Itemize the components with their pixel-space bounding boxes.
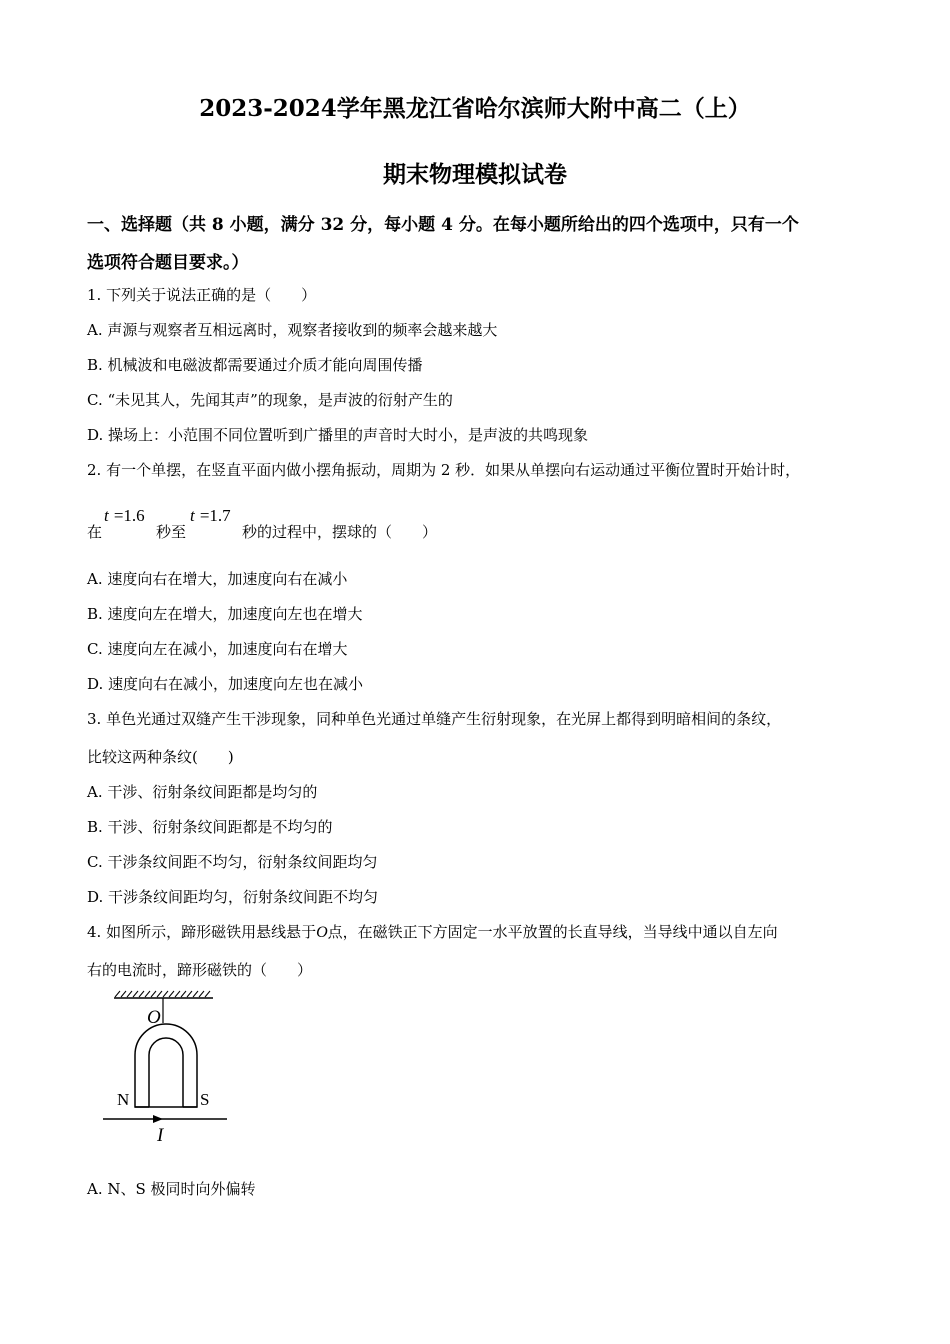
current-arrow-icon: [153, 1115, 163, 1123]
q4-option-a: A. N、S 极同时向外偏转: [87, 1180, 256, 1198]
q4-point-label: O: [316, 924, 328, 941]
point-o-label: O: [147, 1007, 161, 1028]
paper-title-line1: 2023-2024学年黑龙江省哈尔滨师大附中高二（上）: [199, 95, 751, 122]
q3-option-a: A. 干涉、衍射条纹间距都是均匀的: [87, 783, 318, 801]
magnet-inner: [149, 1038, 183, 1107]
section-heading-line1: 一、选择题（共 8 小题，满分 32 分，每小题 4 分。在每小题所给出的四个选项中，只有一个: [87, 215, 799, 235]
paper-title-line2: 期末物理模拟试卷: [383, 161, 567, 188]
pole-n-label: N: [117, 1090, 130, 1109]
q2-stem-pre: 在: [87, 523, 103, 541]
q3-stem-line2: 比较这两种条纹( ): [87, 748, 234, 766]
q4-stem-line1: [87, 921, 778, 942]
q1-option-b: B. 机械波和电磁波都需要通过介质才能向周围传播: [87, 356, 423, 374]
q2-math-t2: [190, 506, 231, 526]
current-i-label: I: [157, 1125, 164, 1146]
magnet-outer: [135, 1024, 197, 1107]
q1-option-c: C. “未见其人，先闻其声”的现象，是声波的衍射产生的: [87, 391, 453, 409]
horseshoe-magnet-figure: [95, 985, 240, 1150]
q2-math-t2-eq: =1.7: [199, 506, 231, 525]
pole-s-label: S: [200, 1090, 210, 1109]
q2-math-t2-var: t: [190, 506, 195, 525]
q1-option-a: A. 声源与观察者互相远离时，观察者接收到的频率会越来越大: [87, 321, 498, 339]
q3-option-c: C. 干涉条纹间距不均匀，衍射条纹间距均匀: [87, 853, 378, 871]
q3-option-d: D. 干涉条纹间距均匀，衍射条纹间距不均匀: [87, 888, 379, 906]
q4-stem-pre: 4. 如图所示，蹄形磁铁用悬线悬于: [87, 923, 317, 941]
q2-option-c: C. 速度向左在减小，加速度向右在增大: [87, 640, 348, 658]
ceiling-hatch: [115, 991, 210, 997]
q2-math-t1: [104, 506, 145, 526]
q3-option-b: B. 干涉、衍射条纹间距都是不均匀的: [87, 818, 333, 836]
q1-option-d: D. 操场上：小范围不同位置听到广播里的声音时大时小，是声波的共鸣现象: [87, 426, 589, 444]
q2-math-t1-var: t: [104, 506, 109, 525]
q2-math-t1-eq: =1.6: [113, 506, 145, 525]
q4-stem-post: 点，在磁铁正下方固定一水平放置的长直导线，当导线中通以自左向: [327, 923, 778, 941]
q3-stem-line1: 3. 单色光通过双缝产生干涉现象，同种单色光通过单缝产生衍射现象，在光屏上都得到明暗相间的条纹，: [87, 710, 782, 728]
q2-stem-mid: 秒至: [156, 523, 187, 541]
q4-stem-line2: 右的电流时，蹄形磁铁的（ ）: [87, 961, 313, 979]
q2-option-b: B. 速度向左在增大，加速度向左也在增大: [87, 605, 363, 623]
q2-stem-post: 秒的过程中，摆球的（ ）: [242, 523, 438, 541]
q2-stem-line1: 2. 有一个单摆，在竖直平面内做小摆角振动，周期为 2 秒．如果从单摆向右运动通过平衡位置时开始计时，: [87, 461, 801, 479]
section-heading-line2: 选项符合题目要求。）: [87, 253, 249, 273]
q2-option-a: A. 速度向右在增大，加速度向右在减小: [87, 570, 348, 588]
q1-stem: 1. 下列关于说法正确的是（ ）: [87, 286, 317, 304]
q2-option-d: D. 速度向右在减小，加速度向左也在减小: [87, 675, 364, 693]
